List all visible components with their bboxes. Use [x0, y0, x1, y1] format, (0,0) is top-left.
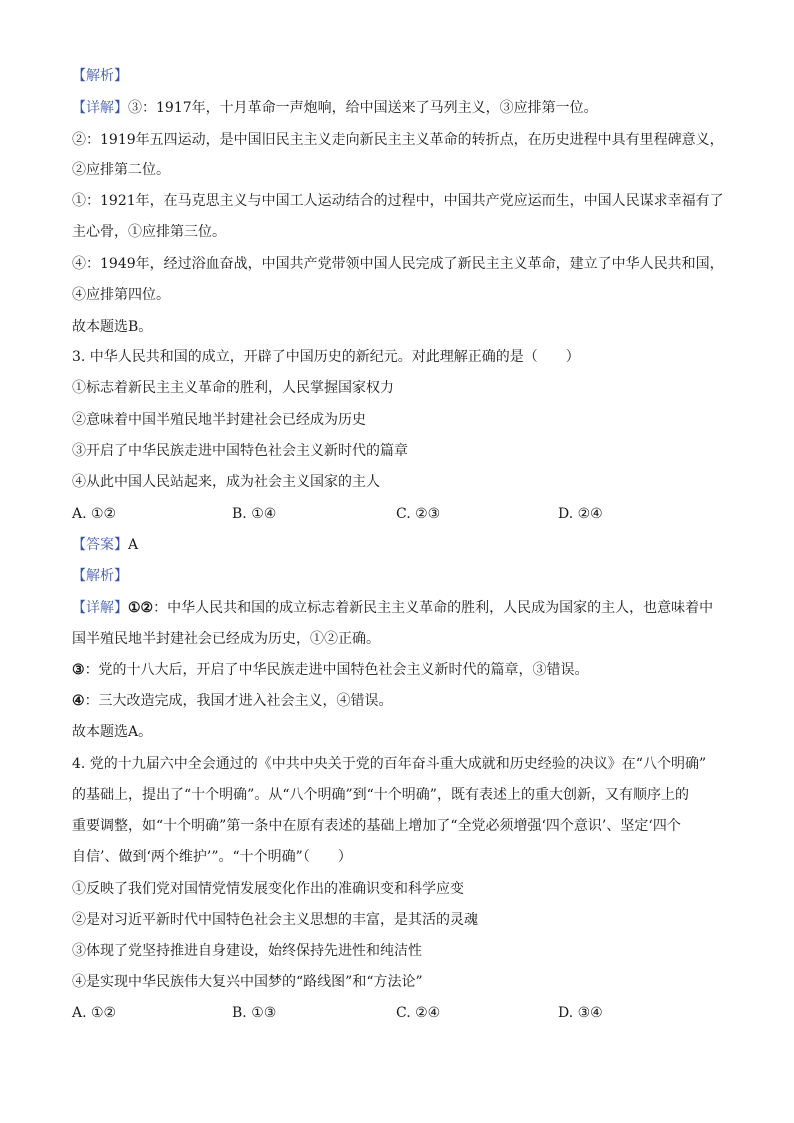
statement-item: ②意味着中国半殖民地半封建社会已经成为历史 [72, 412, 366, 428]
answer-line [72, 535, 724, 555]
detail-line: ④应排第四位。 [72, 287, 170, 303]
option-a: A. ①② [72, 1005, 117, 1021]
detail-line: ②：1919年五四运动，是中国旧民主主义走向新民主主义革命的转折点，在历史进程中具有里程碑意义， [72, 132, 724, 148]
option-a: A. ①② [72, 506, 117, 522]
detail-line: 国半殖民地半封建社会已经成为历史，①②正确。 [72, 631, 380, 647]
conclusion-line: 故本题选B。 [72, 319, 153, 335]
option-b: B. ①④ [232, 506, 277, 522]
option-c: C. ②③ [396, 506, 441, 522]
detail-line: ①：1921年，在马克思主义与中国工人运动结合的过程中，中国共产党应运而生，中国人民谋求幸福有了 [72, 193, 724, 209]
detail-tag: 【详解】 [72, 600, 128, 616]
statement-item: ④从此中国人民站起来，成为社会主义国家的主人 [72, 474, 380, 490]
question-4-stem-line: 的基础上，提出了“十个明确”。从“八个明确”到“十个明确”，既有表述上的重大创新，又有顺序上的 [72, 787, 689, 803]
detail-tag: 【详解】 [72, 100, 128, 116]
statement-item: ②是对习近平新时代中国特色社会主义思想的丰富，是其活的灵魂 [72, 912, 478, 928]
detail-line: 主心骨，①应排第三位。 [72, 224, 226, 240]
question-4-stem-line: 自信’、做到‘两个维护’”。“十个明确”（ ） [72, 849, 352, 865]
detail-line: ③：党的十八大后，开启了中华民族走进中国特色社会主义新时代的篇章，③错误。 [72, 662, 589, 678]
analysis-tag: 【解析】 [72, 68, 128, 84]
option-d: D. ②④ [558, 506, 603, 522]
option-c: C. ②④ [396, 1005, 441, 1021]
question-3-stem: 3. 中华人民共和国的成立，开辟了中国历史的新纪元。对此理解正确的是（ ） [72, 349, 580, 365]
detail-line: ④：1949年，经过浴血奋战，中国共产党带领中国人民完成了新民主主义革命，建立了中华人民共和国， [72, 256, 724, 272]
statement-item: ③体现了党坚持推进自身建设，始终保持先进性和纯洁性 [72, 943, 422, 959]
question-4-stem-line: 重要调整，如“十个明确”第一条中在原有表述的基础上增加了“全党必须增强‘四个意识’、坚定‘四个 [72, 818, 681, 834]
answer-tag: 【答案】 [72, 537, 128, 553]
conclusion-line: 故本题选A。 [72, 724, 153, 740]
question-4-stem-line: 4. 党的十九届六中全会通过的《中共中央关于党的百年奋斗重大成就和历史经验的决议》在“八个明确” [72, 756, 707, 772]
detail-line: 【详解】①②：中华人民共和国的成立标志着新民主主义革命的胜利，人民成为国家的主人，也意味着中 [72, 600, 714, 616]
statement-item: ①标志着新民主主义革命的胜利，人民掌握国家权力 [72, 380, 394, 396]
detail-line: 【详解】③：1917年，十月革命一声炮响，给中国送来了马列主义，③应排第一位。 [72, 100, 598, 116]
option-b: B. ①③ [232, 1005, 277, 1021]
statement-item: ①反映了我们党对国情党情发展变化作出的准确识变和科学应变 [72, 881, 464, 897]
answer-value: A [128, 537, 139, 553]
statement-item: ③开启了中华民族走进中国特色社会主义新时代的篇章 [72, 443, 408, 459]
detail-line: ④：三大改造完成，我国才进入社会主义，④错误。 [72, 693, 393, 709]
detail-line: ②应排第二位。 [72, 162, 170, 178]
option-d: D. ③④ [558, 1005, 603, 1021]
analysis-tag: 【解析】 [72, 568, 128, 584]
statement-item: ④是实现中华民族伟大复兴中国梦的“路线图”和“方法论” [72, 974, 423, 990]
